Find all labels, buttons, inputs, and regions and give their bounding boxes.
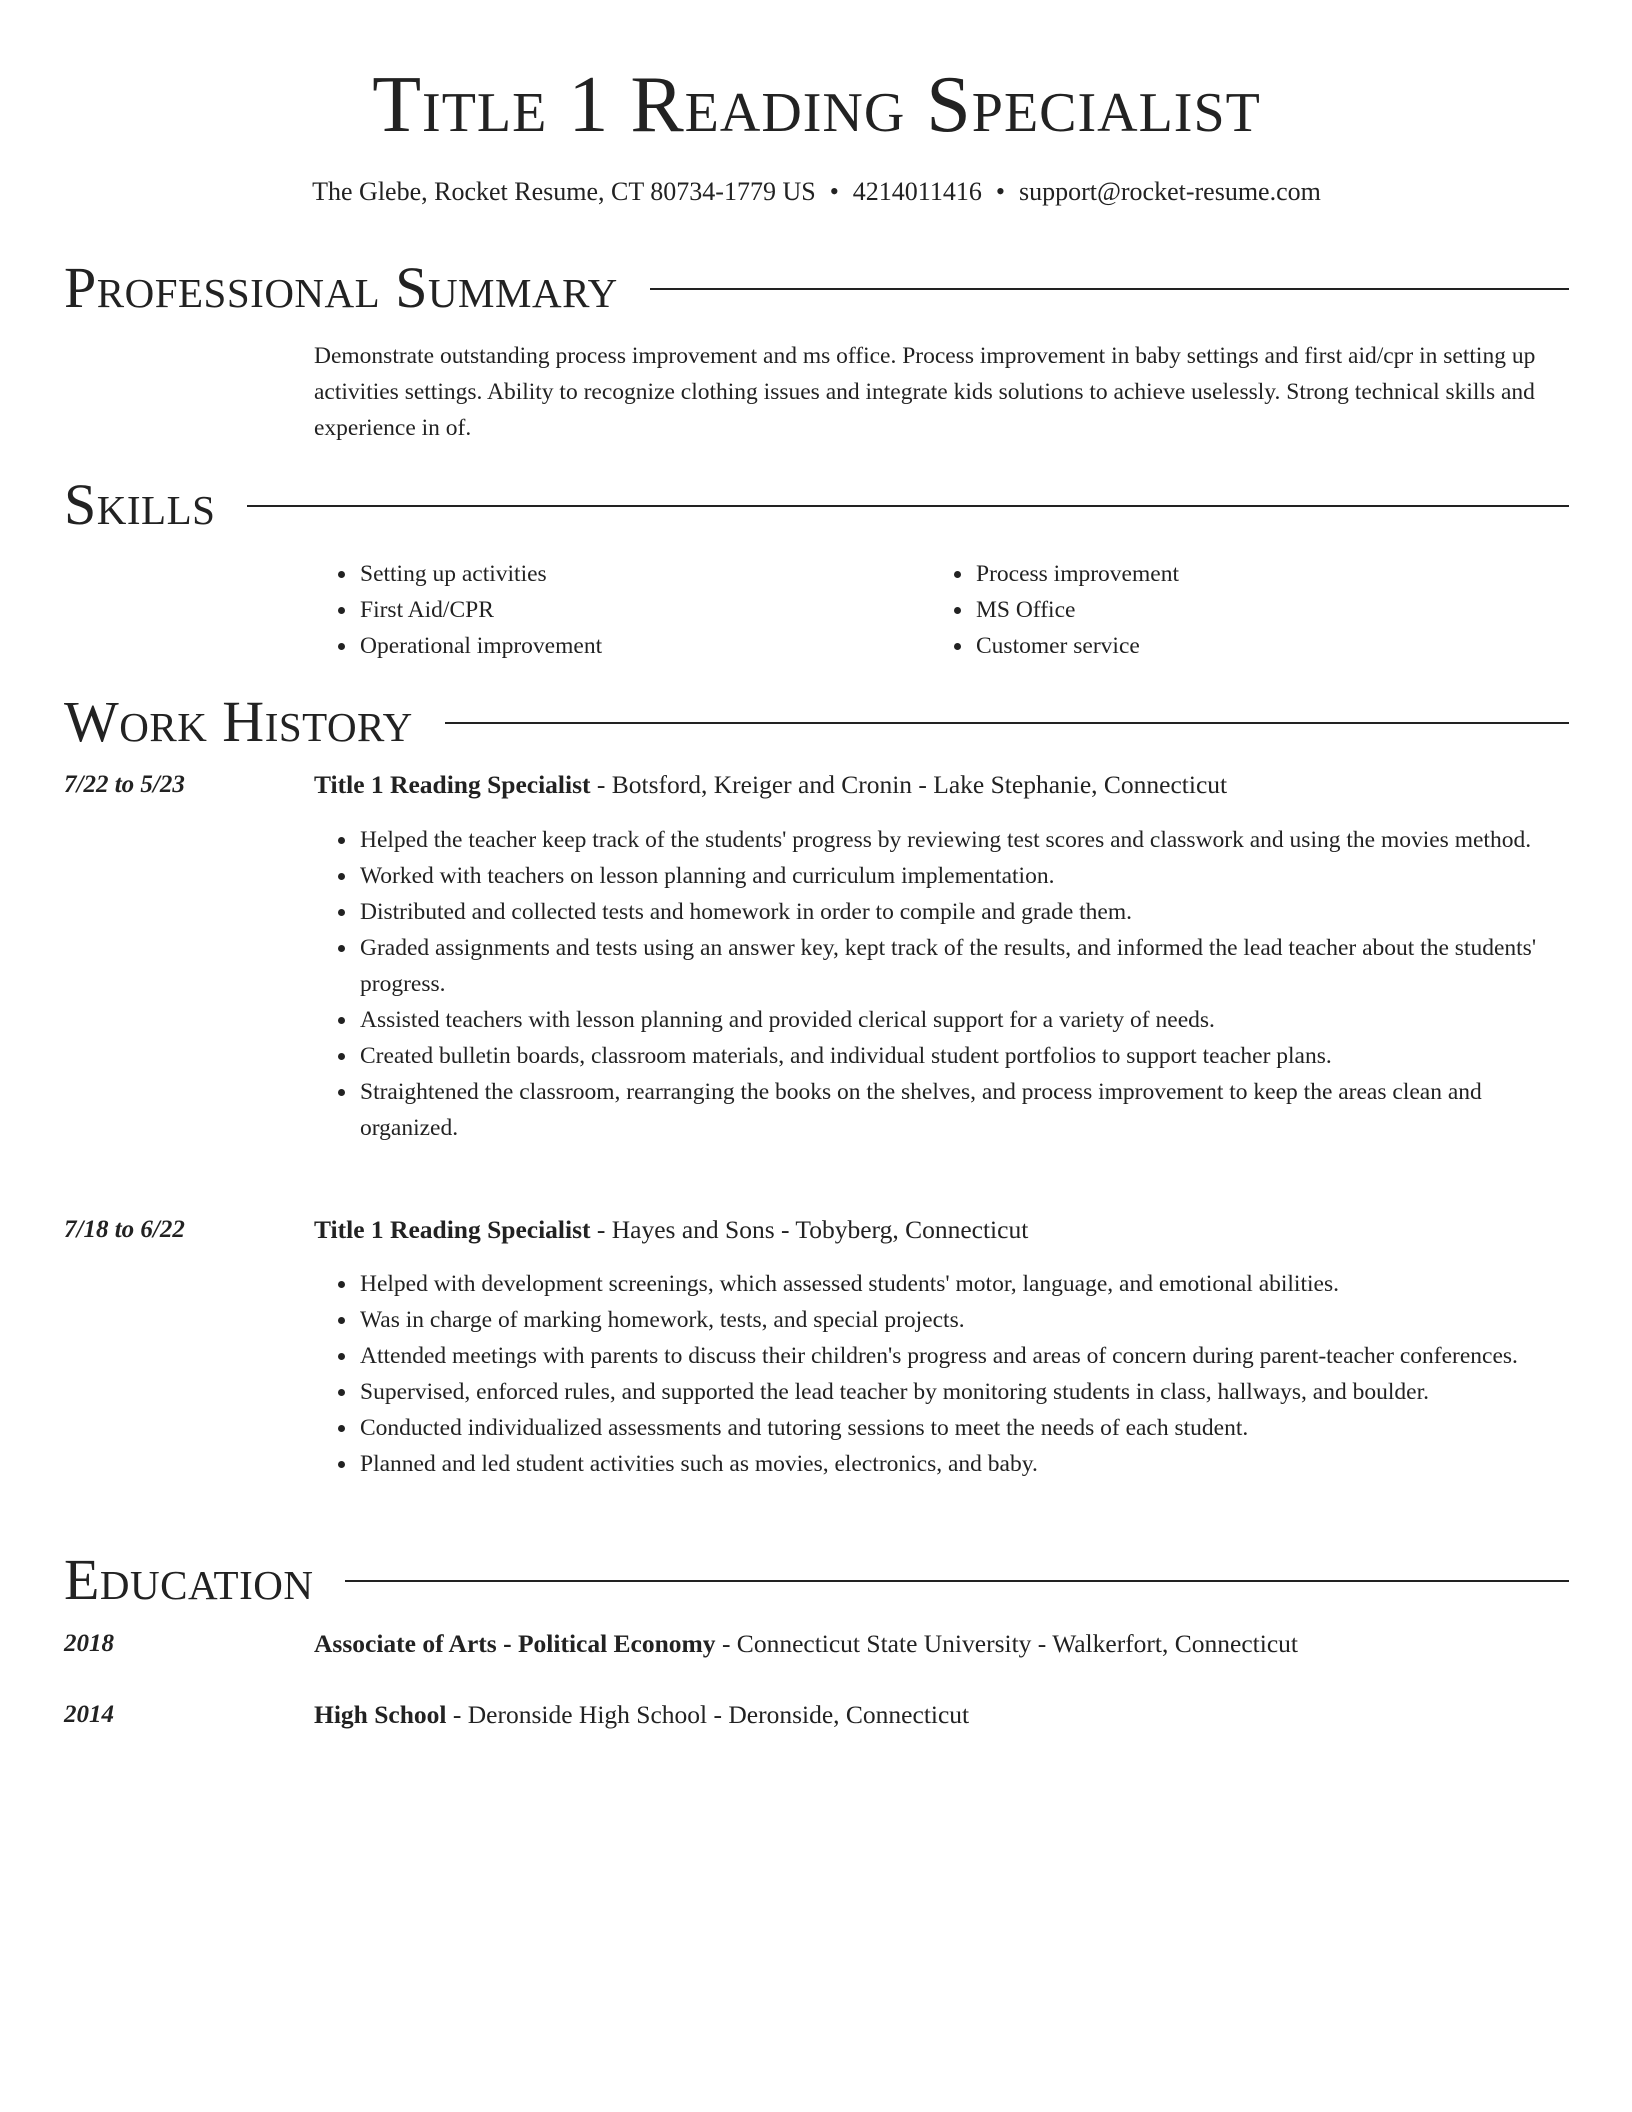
job-date: 7/22 to 5/23 — [64, 771, 185, 798]
job-bullet: • Worked with teachers on lesson planning and curriculum implementation. — [358, 858, 1569, 894]
job-title-line — [314, 1213, 1569, 1247]
education-line — [314, 1698, 1569, 1732]
job-bullet: • Created bulletin boards, classroom materials, and individual student portfolios to support teacher plans. — [358, 1038, 1569, 1074]
job-title: Title 1 Reading Specialist — [314, 770, 591, 799]
job-bullet: • Helped the teacher keep track of the students' progress by reviewing test scores and classwork and using the movies method. — [358, 822, 1569, 858]
job-date: 7/18 to 6/22 — [64, 1216, 185, 1243]
job-bullet: • Attended meetings with parents to discuss their children's progress and areas of concern during parent-teacher conferences. — [358, 1338, 1569, 1374]
section-header-summary — [64, 255, 1569, 320]
section-heading: Education — [64, 1547, 314, 1612]
job-bullet: • Planned and led student activities such as movies, electronics, and baby. — [358, 1446, 1569, 1482]
skills-column-left — [314, 556, 886, 664]
contact-address: The Glebe, Rocket Resume, CT 80734-1779 US — [312, 177, 816, 206]
section-header-work — [64, 689, 1569, 754]
section-heading: Professional Summary — [64, 255, 618, 320]
job-bullets — [314, 1266, 1569, 1482]
skill-item: • Setting up activities — [358, 556, 886, 592]
section-heading: Skills — [64, 472, 216, 537]
education-date: 2018 — [64, 1630, 114, 1657]
education-degree: High School — [314, 1700, 447, 1729]
section-header-skills — [64, 472, 1569, 537]
job-employer: - Botsford, Kreiger and Cronin - Lake Stephanie, Connecticut — [590, 770, 1228, 799]
resume-page — [64, 0, 1569, 2112]
job-bullets — [314, 822, 1569, 1146]
section-heading: Work History — [64, 689, 413, 754]
education-line — [314, 1627, 1569, 1661]
education-date: 2014 — [64, 1701, 114, 1728]
job-bullet: • Graded assignments and tests using an answer key, kept track of the results, and informed the lead teacher about the students' progress. — [358, 930, 1569, 1002]
job-title-line — [314, 768, 1569, 802]
job-title: Title 1 Reading Specialist — [314, 1215, 591, 1244]
job-employer: - Hayes and Sons - Tobyberg, Connecticut — [590, 1215, 1029, 1244]
resume-name: Title 1 Reading Specialist — [372, 61, 1261, 149]
skills-list — [314, 556, 1554, 664]
skill-item: • Process improvement — [974, 556, 1502, 592]
contact-separator: • — [829, 177, 839, 206]
section-header-education — [64, 1547, 1569, 1612]
section-rule — [445, 722, 1569, 724]
education-school: - Deronside High School - Deronside, Connecticut — [446, 1700, 970, 1729]
job-bullet: • Helped with development screenings, which assessed students' motor, language, and emotional abilities. — [358, 1266, 1569, 1302]
section-rule — [650, 288, 1569, 290]
section-rule — [345, 1580, 1569, 1582]
contact-separator: • — [995, 177, 1005, 206]
job-bullet: • Conducted individualized assessments and tutoring sessions to meet the needs of each student. — [358, 1410, 1569, 1446]
contact-email: support@rocket-resume.com — [1018, 177, 1321, 206]
job-bullet: • Supervised, enforced rules, and supported the lead teacher by monitoring students in class, hallways, and boulder. — [358, 1374, 1569, 1410]
skills-column-right — [930, 556, 1502, 664]
job-bullet: • Was in charge of marking homework, tests, and special projects. — [358, 1302, 1569, 1338]
skill-item: • MS Office — [974, 592, 1502, 628]
job-bullet: • Assisted teachers with lesson planning and provided clerical support for a variety of needs. — [358, 1002, 1569, 1038]
job-bullet: • Straightened the classroom, rearranging the books on the shelves, and process improvement to keep the areas clean and organized. — [358, 1074, 1569, 1146]
skill-item: • Operational improvement — [358, 628, 886, 664]
section-rule — [247, 505, 1569, 507]
education-school: - Connecticut State University - Walkerfort, Connecticut — [715, 1629, 1298, 1658]
job-bullet: • Distributed and collected tests and homework in order to compile and grade them. — [358, 894, 1569, 930]
education-degree: Associate of Arts - Political Economy — [314, 1629, 716, 1658]
contact-line — [64, 175, 1569, 209]
contact-phone: 4214011416 — [852, 177, 982, 206]
skill-item: • First Aid/CPR — [358, 592, 886, 628]
summary-text: Demonstrate outstanding process improvement and ms office. Process improvement in baby settings and first aid/cpr in setting up activities settings. Ability to recognize clothing issues and integrate kids solutions to achieve uselessly. Strong technical skills and experience in of. — [314, 343, 1536, 441]
skill-item: • Customer service — [974, 628, 1502, 664]
